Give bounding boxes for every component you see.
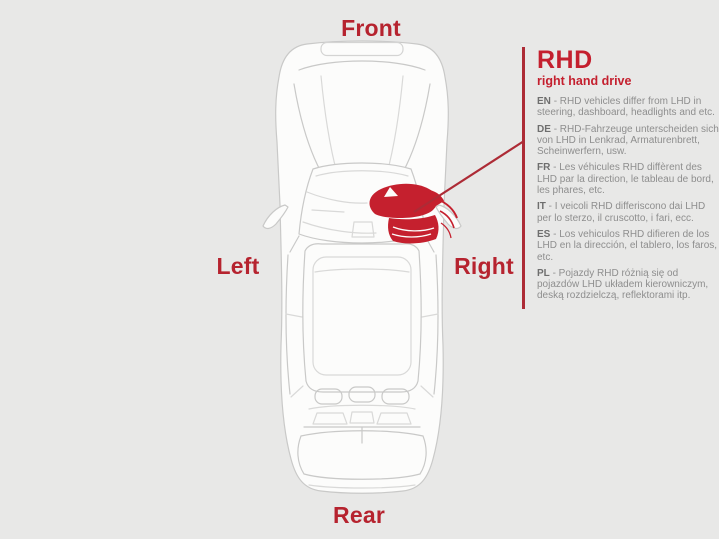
lang-paragraph-it [537, 201, 719, 224]
lang-code: PL [537, 267, 550, 279]
right-label: Right [454, 253, 514, 279]
lang-text: - RHD-Fahrzeuge unterscheiden sich von LHD in Lenkrad, Armaturenbrett, Scheinwerfern, usw. [537, 123, 719, 158]
lang-paragraph-es [537, 229, 719, 263]
lang-text: - I veicoli RHD differiscono dai LHD per lo sterzo, il cruscotto, i fari, ecc. [537, 201, 706, 224]
lang-paragraph-pl [537, 268, 719, 302]
lang-code: FR [537, 162, 551, 174]
lang-text: - RHD vehicles differ from LHD in steering, dashboard, headlights and etc. [537, 96, 715, 119]
lang-code: ES [537, 228, 551, 240]
lang-text: - Pojazdy RHD różnią się od pojazdów LHD układem kierowniczym, deską rozdzielczą, reflektorami itp. [537, 267, 709, 302]
car-body [263, 41, 461, 493]
lang-text: - Los vehiculos RHD difieren de los LHD en la dirección, el tablero, los faros, etc. [537, 228, 718, 263]
lang-code: EN [537, 96, 551, 107]
lang-code: IT [537, 201, 546, 213]
lang-code: DE [537, 123, 551, 135]
lang-paragraph-de [537, 124, 719, 158]
lang-text: - Les véhicules RHD diffèrent des LHD par la direction, le tableau de bord, les phares, etc. [537, 162, 714, 197]
rear-label: Rear [333, 502, 385, 528]
left-label: Left [216, 253, 260, 279]
lang-paragraph-fr [537, 162, 719, 196]
rhd-callout [522, 47, 719, 309]
lang-paragraph-en [537, 96, 719, 119]
callout-subtitle: right hand drive [537, 74, 632, 88]
front-label: Front [341, 15, 401, 41]
callout-title: RHD [537, 46, 593, 74]
